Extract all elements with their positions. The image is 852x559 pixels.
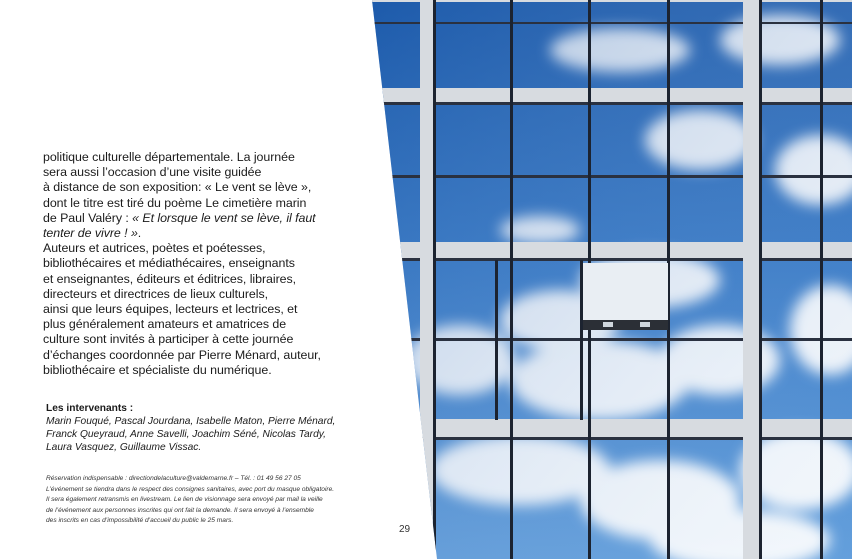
note-line: de l’événement aux personnes inscrites qui ont fait la demande. Il sera envoyé à l’ensemble bbox=[46, 506, 314, 514]
body-line: et enseignantes, éditeurs et éditrices, libraires, bbox=[43, 271, 297, 286]
body-line: dont le titre est tiré du poème Le cimetière marin bbox=[43, 195, 307, 210]
body-line: sera aussi l’occasion d’une visite guidée bbox=[43, 165, 262, 180]
body-line bbox=[43, 211, 343, 226]
body-line: directeurs et directrices de lieux culturels, bbox=[43, 286, 269, 301]
body-line: bibliothécaires et médiathécaires, enseignants bbox=[43, 256, 295, 271]
speakers-line: Franck Queyraud, Anne Savelli, Joachim Séné, Nicolas Tardy, bbox=[46, 429, 326, 440]
speakers-block bbox=[46, 402, 346, 454]
body-line bbox=[43, 226, 343, 241]
quote-text: « Et lorsque le vent se lève, il faut bbox=[132, 210, 316, 225]
body-line: à distance de son exposition: « Le vent se lève », bbox=[43, 180, 312, 195]
body-line: politique culturelle départementale. La journée bbox=[43, 150, 295, 164]
speakers-line: Marin Fouqué, Pascal Jourdana, Isabelle Maton, Pierre Ménard, bbox=[46, 416, 336, 427]
reservation-note: Réservation indispensable : directiondelaculture@valdemarne.fr – Tél. : 01 49 56 27 05 bbox=[46, 475, 301, 482]
page-number: 29 bbox=[399, 524, 411, 535]
speakers-line: Laura Vasquez, Guillaume Vissac. bbox=[46, 442, 202, 453]
body-text-run: . bbox=[137, 226, 142, 241]
body-line: Auteurs et autrices, poètes et poétesses, bbox=[43, 241, 266, 256]
body-text-run: de Paul Valéry : bbox=[43, 210, 133, 225]
practical-notes bbox=[46, 474, 376, 527]
body-line: ainsi que leurs équipes, lecteurs et lectrices, et bbox=[43, 302, 298, 317]
body-line: d’échanges coordonnée par Pierre Ménard, auteur, bbox=[43, 347, 321, 362]
body-line: plus généralement amateurs et amatrices de bbox=[43, 317, 287, 332]
body-paragraph bbox=[43, 150, 343, 378]
note-line: L’événement se tiendra dans le respect des consignes sanitaires, avec port du masque obligatoire. bbox=[46, 485, 335, 493]
quote-text: tenter de vivre ! » bbox=[43, 226, 138, 241]
note-line: des inscrits en cas d’impossibilité d’accueil du public le 25 mars. bbox=[46, 517, 234, 525]
note-line: Il sera également retransmis en livestream. Le lien de visionnage sera envoyé par mail la veille bbox=[46, 496, 323, 504]
body-line: culture sont invités à participer à cette journée bbox=[43, 332, 294, 347]
speakers-heading: Les intervenants : bbox=[46, 403, 134, 414]
body-line: bibliothécaire et spécialiste du numérique. bbox=[43, 362, 272, 377]
